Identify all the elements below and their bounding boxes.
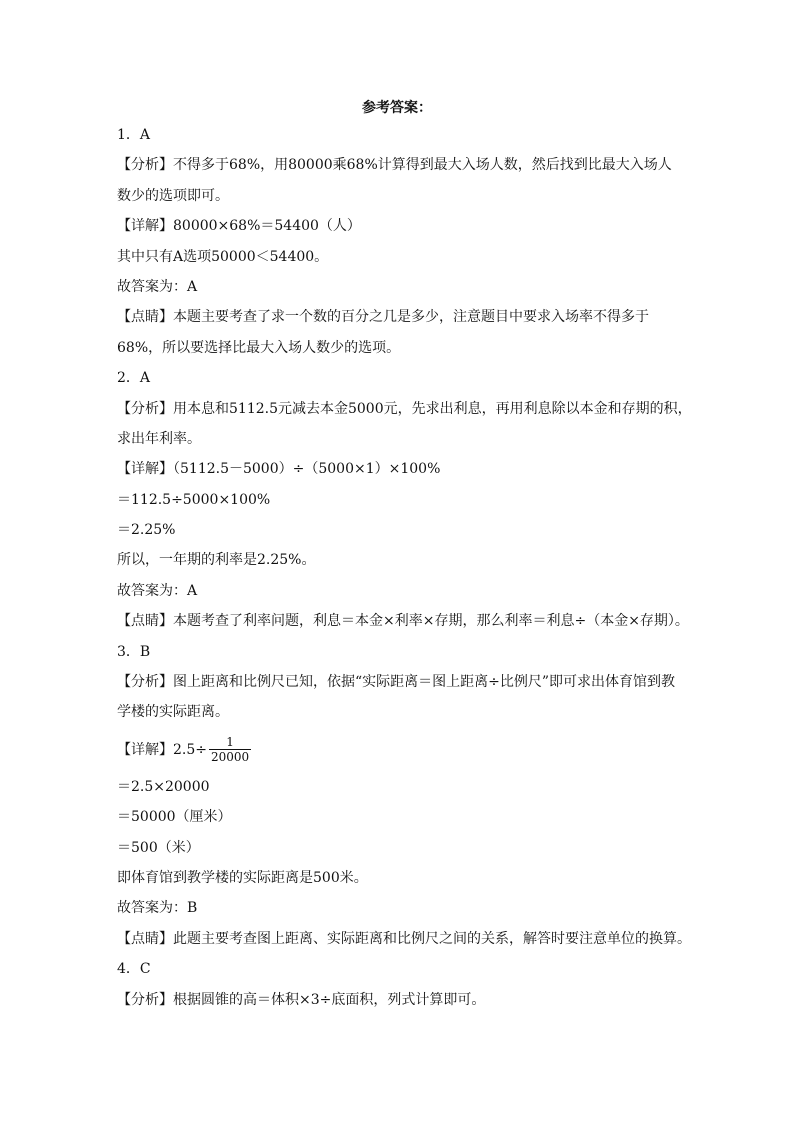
detail-fraction-line xyxy=(117,728,697,772)
analysis-line: 学楼的实际距离。 xyxy=(117,704,229,721)
comment-line: 【点睛】本题主要考查了求一个数的百分之几是多少，注意题目中要求入场率不得多于 xyxy=(117,309,649,326)
detail-line: 所以，一年期的利率是2.25%。 xyxy=(117,552,316,569)
answer-line: 故答案为：B xyxy=(117,900,198,917)
answer-content xyxy=(117,120,697,1015)
analysis-line: 【分析】用本息和5112.5元减去本金5000元，先求出利息，再用利息除以本金和存期的积， xyxy=(117,400,692,417)
answer-line: 故答案为：A xyxy=(117,582,198,599)
answer-number-3: 3．B xyxy=(117,643,151,660)
detail-line: 【详解】（5112.5－5000）÷（5000×1）×100% xyxy=(117,461,441,478)
detail-prefix: 【详解】2.5÷ xyxy=(117,741,207,758)
fraction-denominator: 20000 xyxy=(211,750,250,765)
comment-line: 68%，所以要选择比最大入场人数少的选项。 xyxy=(117,339,401,356)
fraction xyxy=(209,735,251,764)
answer-number-2: 2．A xyxy=(117,370,151,387)
fraction-numerator: 1 xyxy=(226,735,234,750)
analysis-line: 【分析】图上距离和比例尺已知，依据“实际距离＝图上距离÷比例尺”即可求出体育馆到教 xyxy=(117,674,676,691)
detail-line: ＝500（米） xyxy=(117,839,200,856)
detail-line: 【详解】80000×68%＝54400（人） xyxy=(117,218,361,235)
answer-number-4: 4．C xyxy=(117,961,151,978)
detail-line: 其中只有A选项50000＜54400。 xyxy=(117,248,329,265)
page-title: 参考答案： xyxy=(362,100,432,116)
analysis-line: 求出年利率。 xyxy=(117,430,201,447)
comment-line: 【点睛】本题考查了利率问题，利息＝本金×利率×存期，那么利率＝利息÷（本金×存期）。 xyxy=(117,613,689,630)
comment-line: 【点睛】此题主要考查图上距离、实际距离和比例尺之间的关系，解答时要注意单位的换算。 xyxy=(117,930,691,947)
analysis-line: 【分析】不得多于68%，用80000乘68%计算得到最大入场人数，然后找到比最大入场人 xyxy=(117,157,672,174)
answer-line: 故答案为：A xyxy=(117,278,198,295)
detail-line: ＝2.5×20000 xyxy=(117,778,210,795)
detail-line: 即体育馆到教学楼的实际距离是500米。 xyxy=(117,869,368,886)
answer-number-1: 1．A xyxy=(117,127,151,143)
detail-line: ＝112.5÷5000×100% xyxy=(117,491,271,508)
detail-line: ＝2.25% xyxy=(117,522,176,539)
analysis-line: 【分析】根据圆锥的高＝体积×3÷底面积，列式计算即可。 xyxy=(117,991,486,1008)
analysis-line: 数少的选项即可。 xyxy=(117,187,229,204)
detail-line: ＝50000（厘米） xyxy=(117,809,232,826)
